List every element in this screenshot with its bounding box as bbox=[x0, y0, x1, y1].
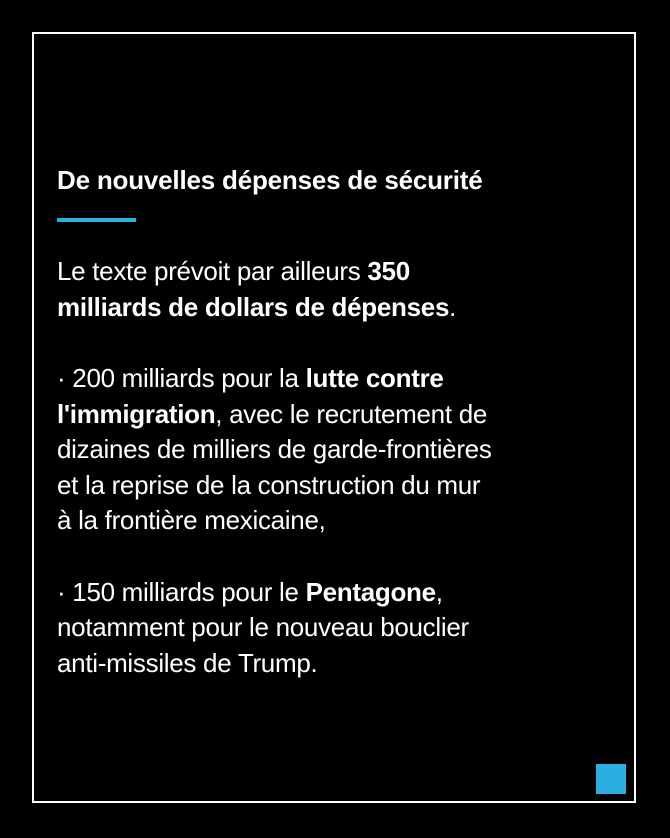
pentagon-paragraph bbox=[57, 575, 617, 682]
intro-amount: 350 bbox=[367, 256, 410, 286]
item1-line-5: à la frontière mexicaine, bbox=[57, 505, 326, 535]
item2-line-3: anti-missiles de Trump. bbox=[57, 647, 318, 678]
item1-line-4: et la reprise de la construction du mur bbox=[57, 469, 481, 500]
article-body bbox=[57, 254, 617, 717]
item1-text-2: , avec le recrutement de bbox=[215, 398, 488, 429]
intro-paragraph bbox=[57, 254, 617, 325]
item1-bold-2: l'immigration bbox=[57, 398, 216, 429]
section-heading: De nouvelles dépenses de sécurité bbox=[57, 165, 483, 195]
intro-text: Le texte prévoit par ailleurs bbox=[57, 256, 368, 286]
item1-text: · 200 milliards pour la bbox=[57, 363, 306, 393]
item1-line-1 bbox=[57, 361, 617, 397]
immigration-paragraph bbox=[57, 361, 617, 539]
intro-period: . bbox=[449, 291, 457, 322]
item2-text: · 150 milliards pour le bbox=[57, 576, 306, 607]
item1-line-2 bbox=[57, 397, 617, 433]
intro-line-2 bbox=[57, 290, 617, 326]
item1-line-3: dizaines de milliers de garde-frontières bbox=[57, 434, 492, 464]
item1-bold-1: lutte contre bbox=[305, 363, 444, 393]
corner-accent-square bbox=[596, 764, 626, 794]
item2-line-2: notamment pour le nouveau bouclier bbox=[57, 612, 469, 642]
item2-comma: , bbox=[435, 576, 443, 607]
intro-line-1 bbox=[57, 254, 617, 290]
intro-amount-label: milliards de dollars de dépenses bbox=[57, 291, 450, 322]
item2-line-1 bbox=[57, 575, 617, 611]
item2-bold: Pentagone bbox=[305, 576, 436, 607]
accent-rule bbox=[57, 218, 136, 222]
